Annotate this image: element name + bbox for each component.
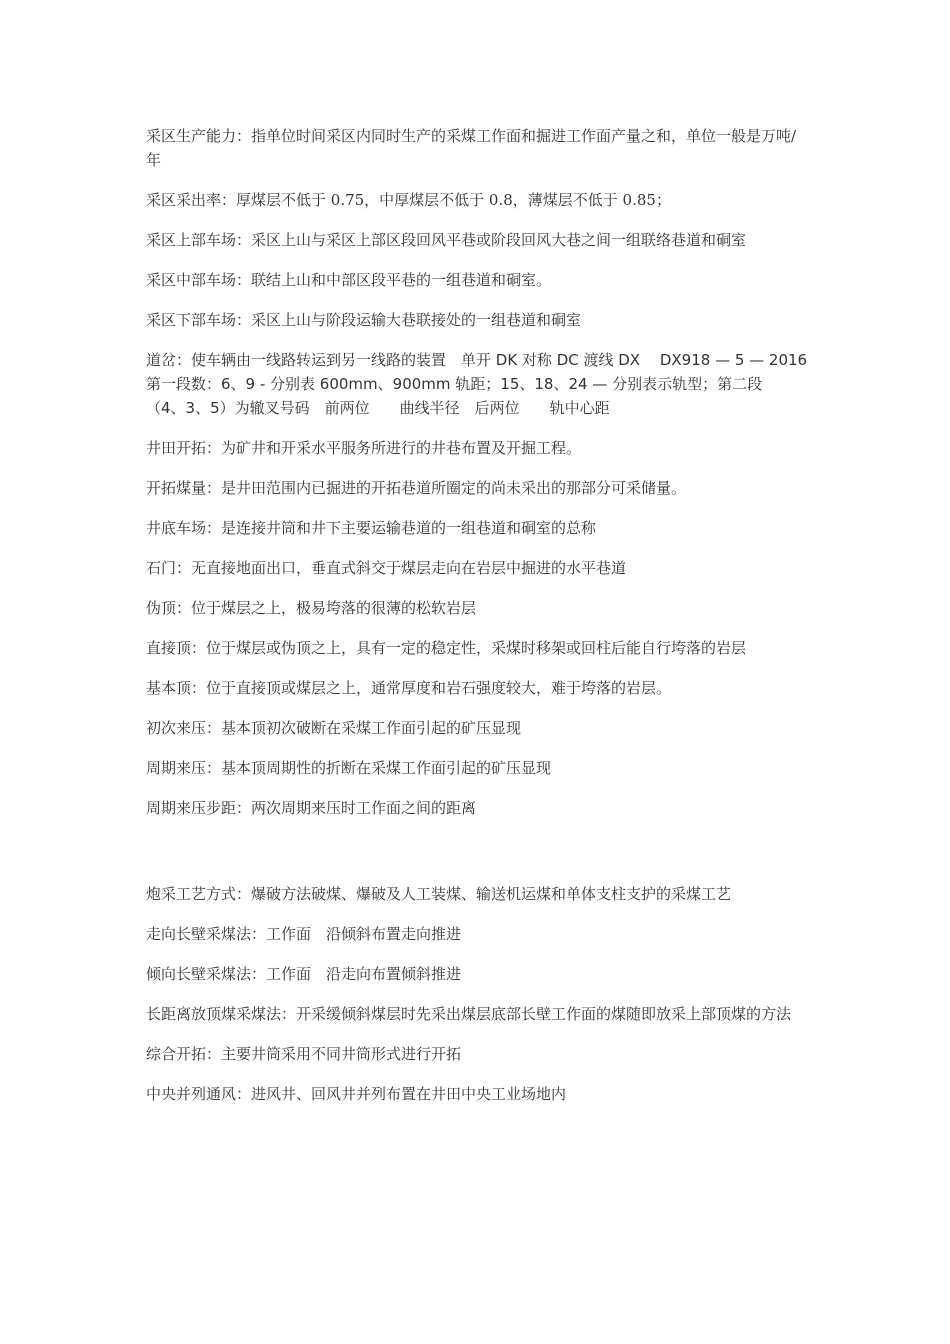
section-spacer (146, 836, 808, 882)
paragraph-immediate-roof: 直接顶：位于煤层或伪顶之上，具有一定的稳定性，采煤时移架或回柱后能自行垮落的岩层 (146, 639, 747, 657)
paragraph-middle-yard: 采区中部车场：联结上山和中部区段平巷的一组巷道和硐室。 (146, 271, 552, 289)
paragraph-recovery-rate: 采区采出率：厚煤层不低于 0.75，中厚煤层不低于 0.8，薄煤层不低于 0.85； (146, 191, 671, 209)
paragraph-strike-longwall: 走向长壁采煤法：工作面 沿倾斜布置走向推进 (146, 925, 462, 943)
paragraph-crosscut: 石门：无直接地面出口，垂直式斜交于煤层走向在岩层中掘进的水平巷道 (146, 559, 627, 577)
paragraph-false-roof: 伪顶：位于煤层之上，极易垮落的很薄的松软岩层 (146, 599, 477, 617)
document-body (146, 124, 823, 1122)
paragraph-first-weighting: 初次来压：基本顶初次破断在采煤工作面引起的矿压显现 (146, 719, 522, 737)
paragraph-dip-longwall: 倾向长壁采煤法：工作面 沿走向布置倾斜推进 (146, 965, 462, 983)
paragraph-turnout: 道岔：使车辆由一线路转运到另一线路的装置 单开 DK 对称 DC 渡线 DX DX918 — 5 — 2016 第一段数：6、9 - 分别表 600mm、900mm 轨距；15、18、24 — 分别表示轨型；第二段 （4、3、5）为辙叉号码 前两位 曲线半径 后两位 轨中心距 (146, 351, 823, 417)
paragraph-main-roof: 基本顶：位于直接顶或煤层之上，通常厚度和岩石强度较大，难于垮落的岩层。 (146, 679, 672, 697)
paragraph-lower-yard: 采区下部车场：采区上山与阶段运输大巷联接处的一组巷道和硐室 (146, 311, 582, 329)
paragraph-upper-yard: 采区上部车场：采区上山与采区上部区段回风平巷或阶段回风大巷之间一组联络巷道和硐室 (146, 231, 747, 249)
paragraph-shaft-bottom-yard: 井底车场：是连接井筒和井下主要运输巷道的一组巷道和硐室的总称 (146, 519, 597, 537)
paragraph-production-capacity: 采区生产能力：指单位时间采区内同时生产的采煤工作面和掘进工作面产量之和，单位一般是万吨/年 (146, 127, 797, 169)
paragraph-blasting-mining: 炮采工艺方式：爆破方法破煤、爆破及人工装煤、输送机运煤和单体支柱支护的采煤工艺 (146, 885, 732, 903)
paragraph-combined-development: 综合开拓：主要井筒采用不同井筒形式进行开拓 (146, 1045, 462, 1063)
paragraph-periodic-weighting-interval: 周期来压步距：两次周期来压时工作面之间的距离 (146, 799, 477, 817)
paragraph-periodic-weighting: 周期来压：基本顶周期性的折断在采煤工作面引起的矿压显现 (146, 759, 552, 777)
paragraph-mine-development: 井田开拓：为矿井和开采水平服务所进行的井巷布置及开掘工程。 (146, 439, 582, 457)
paragraph-central-parallel-ventilation: 中央并列通风：进风井、回风井并列布置在井田中央工业场地内 (146, 1085, 567, 1103)
paragraph-developed-reserves: 开拓煤量：是井田范围内已掘进的开拓巷道所圈定的尚未采出的那部分可采储量。 (146, 479, 687, 497)
paragraph-top-coal-caving: 长距离放顶煤采煤法：开采缓倾斜煤层时先采出煤层底部长壁工作面的煤随即放采上部顶煤的方法 (146, 1005, 792, 1023)
